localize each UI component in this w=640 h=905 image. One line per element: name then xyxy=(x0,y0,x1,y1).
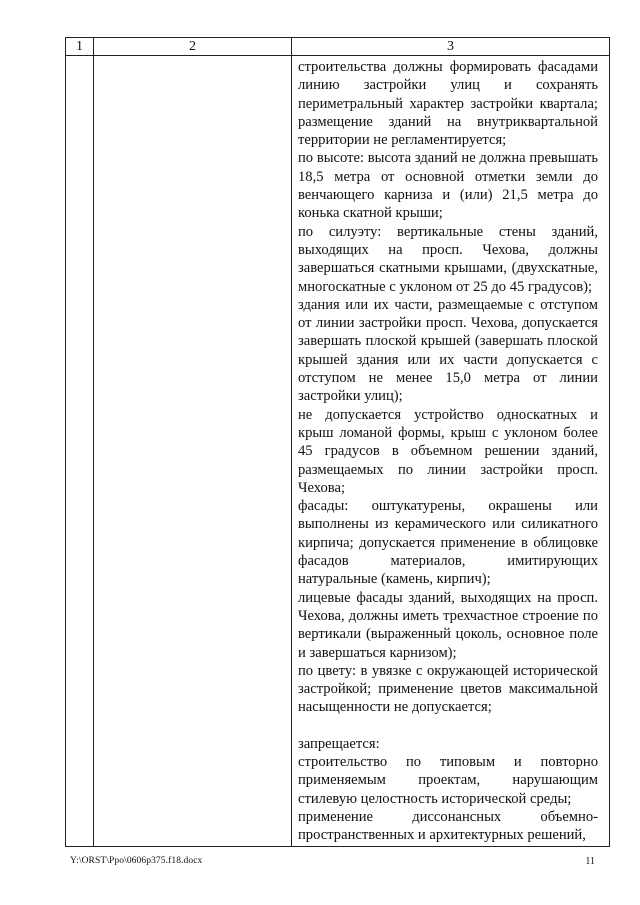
table-body-row xyxy=(66,56,610,847)
paragraph: по цвету: в увязке с окружающей исторической застройкой; применение цветов максимальной насыщенности не допускается; xyxy=(298,662,598,716)
paragraph: строительство по типовым и повторно применяемым проектам, нарушающим стилевую целостность исторической среды; xyxy=(298,753,598,807)
paragraph: по высоте: высота зданий не должна превышать 18,5 метра от основной отметки земли до венчающего карниза и (или) 21,5 метра до конька скатной крыши; xyxy=(298,150,598,222)
paragraph: применение диссонансных объемно-пространственных и архитектурных решений, xyxy=(298,808,598,844)
body-cell-col-3 xyxy=(292,56,610,847)
body-cell-col-2 xyxy=(94,56,292,847)
paragraph: лицевые фасады зданий, выходящих на просп. Чехова, должны иметь трехчастное строение по вертикали (выраженный цоколь, основное поле и завершаться карнизом); xyxy=(298,589,598,661)
paragraph-prohibited-heading: запрещается: xyxy=(298,735,380,752)
paragraph: здания или их части, размещаемые с отступом от линии застройки просп. Чехова, допускается завершать плоской крышей (завершать плоской крышей здания или их части допускается с отступом не менее 15,0 метра от линии застройки улиц); xyxy=(298,296,598,405)
paragraph: строительства должны формировать фасадами линию застройки улиц и сохранять периметральный характер застройки квартала; размещение зданий на внутриквартальной территории не регламентируется; xyxy=(298,59,598,149)
paragraph: фасады: оштукатурены, окрашены или выполнены из керамического или силикатного кирпича; допускается применение в облицовке фасадов материалов, имитирующих натуральные (камень, кирпич); xyxy=(298,498,598,588)
body-cell-col-1 xyxy=(66,56,94,847)
paragraph: не допускается устройство односкатных и крыш ломаной формы, крыш с уклоном более 45 градусов в объемном решении зданий, размещаемых по линии застройки просп. Чехова; xyxy=(298,406,598,496)
regulation-table xyxy=(65,37,610,847)
footer-file-path: Y:\ORST\Ppo\0606p375.f18.docx xyxy=(70,856,203,866)
paragraph: по силуэту: вертикальные стены зданий, выходящих на просп. Чехова, должны завершаться скатными крышами, (двухскатные, многоскатные с уклоном от 25 до 45 градусов); xyxy=(298,223,598,295)
requirements-text xyxy=(292,56,609,844)
header-col-1: 1 xyxy=(66,38,94,56)
header-col-3: 3 xyxy=(292,38,610,56)
table-header-row xyxy=(66,38,610,56)
header-col-2: 2 xyxy=(94,38,292,56)
footer-page-number: 11 xyxy=(585,856,595,867)
